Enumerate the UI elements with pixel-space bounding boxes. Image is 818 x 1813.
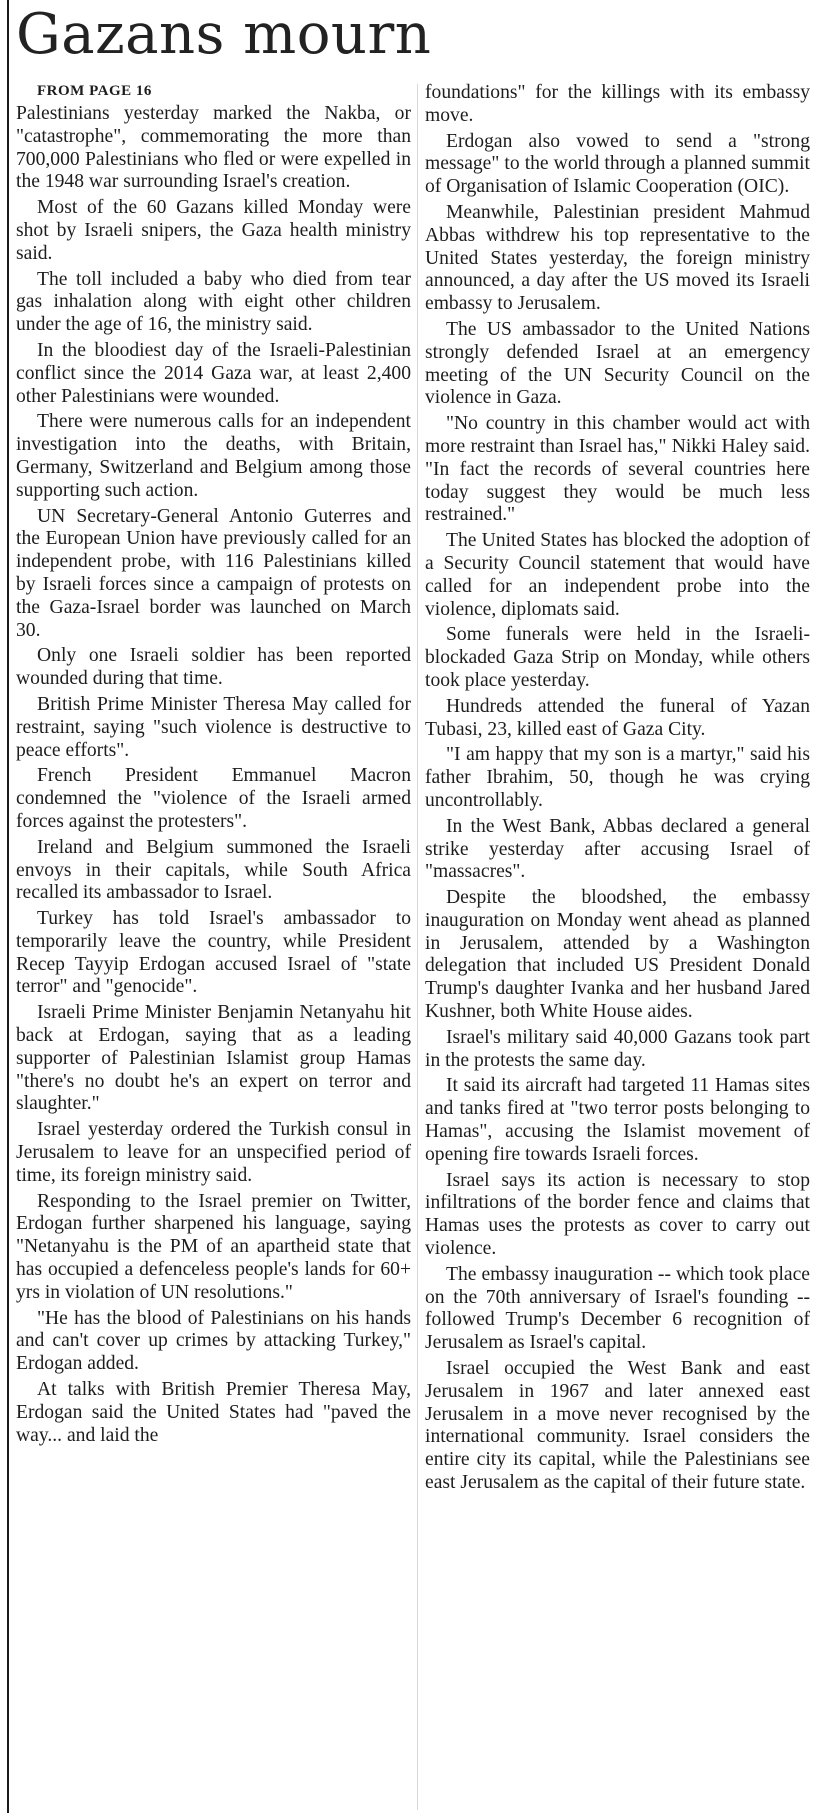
paragraph: Hundreds attended the funeral of Yazan Tubasi, 23, killed east of Gaza City. <box>425 695 810 740</box>
paragraph: The US ambassador to the United Nations strongly defended Israel at an emergency meeting of the UN Security Council on the violence in Gaza. <box>425 318 810 409</box>
paragraph: Palestinians yesterday marked the Nakba, or "catastrophe", commemorating the more than 700,000 Palestinians who fled or were expelled in the 1948 war surrounding Israel's creation. <box>16 103 411 193</box>
paragraph: Only one Israeli soldier has been reported wounded during that time. <box>16 645 411 690</box>
left-column <box>16 82 411 1450</box>
paragraph: "No country in this chamber would act with more restraint than Israel has," Nikki Haley said. "In fact the records of several countries here today suggest they would be much less restrained." <box>425 413 810 526</box>
paragraph: foundations" for the killings with its embassy move. <box>425 82 810 126</box>
paragraph: "I am happy that my son is a martyr," said his father Ibrahim, 50, though he was crying uncontrollably. <box>425 744 810 811</box>
paragraph: Ireland and Belgium summoned the Israeli envoys in their capitals, while South Africa recalled its ambassador to Israel. <box>16 836 411 904</box>
paragraph: UN Secretary-General Antonio Guterres and the European Union have previously called for an independent probe, with 116 Palestinians killed by Israeli forces since a campaign of protests on the Gaza-Israel border was launched on March 30. <box>16 505 411 641</box>
headline: Gazans mourn <box>16 2 432 67</box>
paragraph: At talks with British Premier Theresa May, Erdogan said the United States had "paved the way... and laid the <box>16 1379 411 1446</box>
paragraph: Israel's military said 40,000 Gazans took part in the protests the same day. <box>425 1026 810 1071</box>
paragraph: Israel says its action is necessary to stop infiltrations of the border fence and claims that Hamas uses the protests as cover to carry out violence. <box>425 1169 810 1260</box>
paragraph: The embassy inauguration -- which took place on the 70th anniversary of Israel's founding -- followed Trump's December 6 recognition of Jerusalem as Israel's capital. <box>425 1263 810 1354</box>
paragraph: British Prime Minister Theresa May called for restraint, saying "such violence is destructive to peace efforts". <box>16 693 411 761</box>
column-rule <box>7 0 9 1813</box>
paragraph: Most of the 60 Gazans killed Monday were shot by Israeli snipers, the Gaza health ministry said. <box>16 197 411 264</box>
paragraph: French President Emmanuel Macron condemned the "violence of the Israeli armed forces against the protesters". <box>16 765 411 832</box>
paragraph: The toll included a baby who died from tear gas inhalation along with eight other children under the age of 16, the ministry said. <box>16 268 411 336</box>
paragraph: There were numerous calls for an independent investigation into the deaths, with Britain, Germany, Switzerland and Belgium among those supporting such action. <box>16 411 411 501</box>
column-divider <box>417 84 418 1810</box>
paragraph: Israel yesterday ordered the Turkish consul in Jerusalem to leave for an unspecified period of time, its foreign ministry said. <box>16 1119 411 1186</box>
paragraph: The United States has blocked the adoption of a Security Council statement that would have called for an independent probe into the violence, diplomats said. <box>425 530 810 620</box>
kicker: FROM PAGE 16 <box>37 83 152 99</box>
paragraph: Israel occupied the West Bank and east Jerusalem in 1967 and later annexed east Jerusalem in a move never recognised by the international community. Israel considers the entire city its capital, while the Palestinians see east Jerusalem as the capital of their future state. <box>425 1358 810 1494</box>
paragraph: It said its aircraft had targeted 11 Hamas sites and tanks fired at "two terror posts belonging to Hamas", accusing the Islamist movement of opening fire towards Israeli forces. <box>425 1075 810 1165</box>
paragraph: Meanwhile, Palestinian president Mahmud Abbas withdrew his top representative to the United States yesterday, the foreign ministry announced, a day after the US moved its Israeli embassy to Jerusalem. <box>425 201 810 315</box>
right-column <box>425 82 810 1498</box>
paragraph: Some funerals were held in the Israeli-blockaded Gaza Strip on Monday, while others took place yesterday. <box>425 624 810 691</box>
paragraph: Responding to the Israel premier on Twitter, Erdogan further sharpened his language, saying "Netanyahu is the PM of an apartheid state that has occupied a defenceless people's lands for 60+ yrs in violation of UN resolutions." <box>16 1190 411 1303</box>
paragraph: "He has the blood of Palestinians on his hands and can't cover up crimes by attacking Turkey," Erdogan added. <box>16 1307 411 1375</box>
paragraph: Despite the bloodshed, the embassy inauguration on Monday went ahead as planned in Jerusalem, attended by a Washington delegation that included US President Donald Trump's daughter Ivanka and her husband Jared Kushner, both White House aides. <box>425 887 810 1023</box>
paragraph: Erdogan also vowed to send a "strong message" to the world through a planned summit of Organisation of Islamic Cooperation (OIC). <box>425 130 810 198</box>
paragraph: In the bloodiest day of the Israeli-Palestinian conflict since the 2014 Gaza war, at least 2,400 other Palestinians were wounded. <box>16 339 411 407</box>
paragraph: In the West Bank, Abbas declared a general strike yesterday after accusing Israel of "massacres". <box>425 815 810 883</box>
paragraph: Turkey has told Israel's ambassador to temporarily leave the country, while President Recep Tayyip Erdogan accused Israel of "state terror" and "genocide". <box>16 908 411 998</box>
paragraph: Israeli Prime Minister Benjamin Netanyahu hit back at Erdogan, saying that as a leading supporter of Palestinian Islamist group Hamas "there's no doubt he's an expert on terror and slaughter." <box>16 1002 411 1115</box>
